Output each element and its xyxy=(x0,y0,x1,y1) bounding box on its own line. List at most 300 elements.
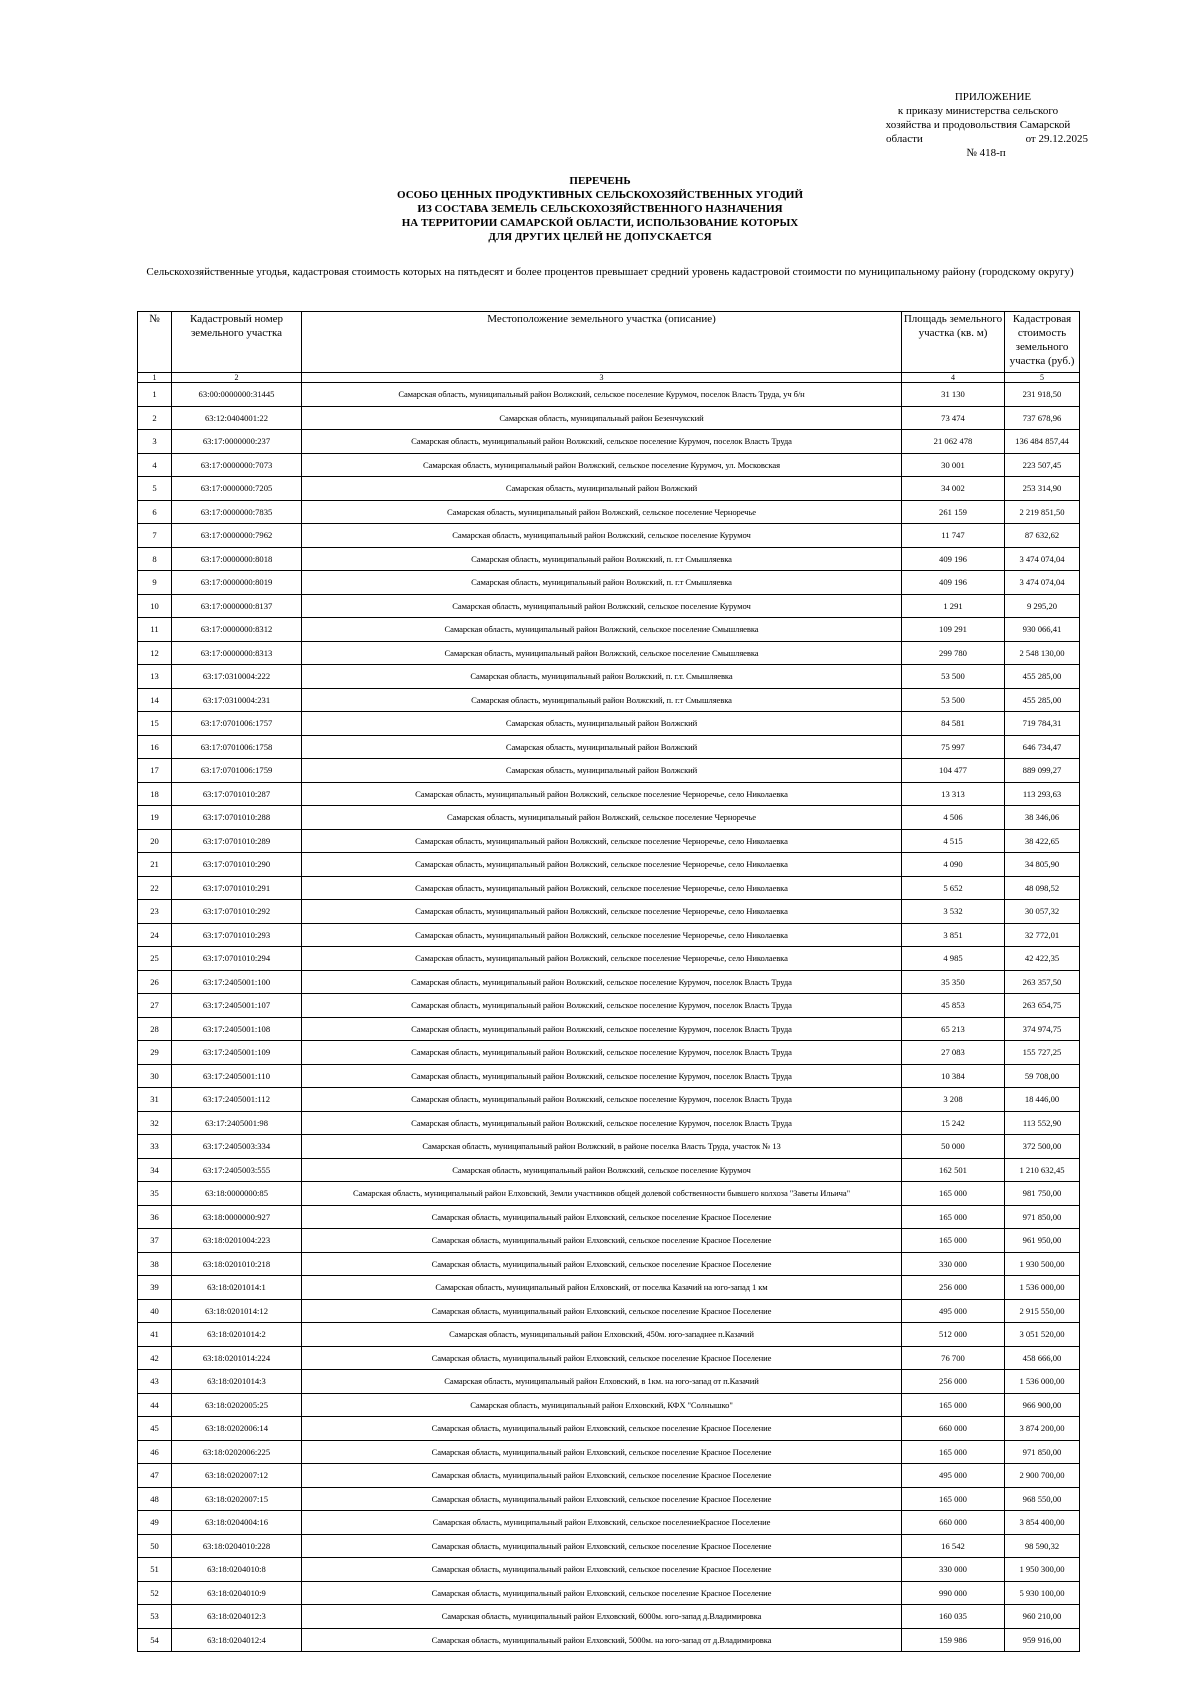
cell-location: Самарская область, муниципальный район Волжский, сельское поселение Черноречье xyxy=(302,500,902,524)
table-row xyxy=(138,1017,1080,1041)
cell-area: 53 500 xyxy=(902,665,1005,689)
cell-cadastral: 63:18:0202006:14 xyxy=(172,1417,302,1441)
cell-cost: 263 357,50 xyxy=(1005,970,1080,994)
cell-area: 256 000 xyxy=(902,1276,1005,1300)
cell-location: Самарская область, муниципальный район Волжский, сельское поселение Черноречье, село Николаевка xyxy=(302,782,902,806)
cell-location: Самарская область, муниципальный район Волжский, сельское поселение Черноречье xyxy=(302,806,902,830)
cell-cadastral: 63:18:0204012:4 xyxy=(172,1628,302,1652)
cell-cadastral: 63:18:0202006:225 xyxy=(172,1440,302,1464)
cell-num: 53 xyxy=(138,1605,172,1629)
cell-location: Самарская область, муниципальный район Волжский, п. г.т. Смышляевка xyxy=(302,665,902,689)
cell-cadastral: 63:18:0204004:16 xyxy=(172,1511,302,1535)
cell-cost: 889 099,27 xyxy=(1005,759,1080,783)
cell-area: 65 213 xyxy=(902,1017,1005,1041)
table-row xyxy=(138,1581,1080,1605)
cell-num: 41 xyxy=(138,1323,172,1347)
cell-cost: 3 854 400,00 xyxy=(1005,1511,1080,1535)
cell-cost: 1 210 632,45 xyxy=(1005,1158,1080,1182)
table-row xyxy=(138,735,1080,759)
cell-area: 3 851 xyxy=(902,923,1005,947)
cell-location: Самарская область, муниципальный район Волжский xyxy=(302,759,902,783)
table-row xyxy=(138,1628,1080,1652)
cell-cadastral: 63:18:0000000:927 xyxy=(172,1205,302,1229)
cell-cadastral: 63:17:0310004:231 xyxy=(172,688,302,712)
cell-cadastral: 63:17:2405001:100 xyxy=(172,970,302,994)
cell-num: 35 xyxy=(138,1182,172,1206)
table-row xyxy=(138,1111,1080,1135)
appendix-line2: хозяйства и продовольствия Самарской xyxy=(885,119,1071,131)
table-row xyxy=(138,876,1080,900)
cell-cost: 966 900,00 xyxy=(1005,1393,1080,1417)
cell-cadastral: 63:17:0701010:289 xyxy=(172,829,302,853)
column-numbers-row xyxy=(138,373,1080,383)
cell-location: Самарская область, муниципальный район Волжский xyxy=(302,477,902,501)
cell-area: 21 062 478 xyxy=(902,430,1005,454)
cell-location: Самарская область, муниципальный район Елховский, сельское поселение Красное Поселение xyxy=(302,1417,902,1441)
cell-cost: 48 098,52 xyxy=(1005,876,1080,900)
cell-cadastral: 63:17:0000000:8018 xyxy=(172,547,302,571)
cell-area: 4 515 xyxy=(902,829,1005,853)
cell-num: 47 xyxy=(138,1464,172,1488)
cell-location: Самарская область, муниципальный район Волжский xyxy=(302,712,902,736)
table-row xyxy=(138,524,1080,548)
cell-location: Самарская область, муниципальный район Волжский, сельское поселение Черноречье, село Николаевка xyxy=(302,829,902,853)
cell-cost: 3 474 074,04 xyxy=(1005,547,1080,571)
table-row xyxy=(138,618,1080,642)
cell-num: 2 xyxy=(138,406,172,430)
cell-cost: 32 772,01 xyxy=(1005,923,1080,947)
cell-cadastral: 63:00:0000000:31445 xyxy=(172,383,302,407)
cell-area: 299 780 xyxy=(902,641,1005,665)
cell-num: 13 xyxy=(138,665,172,689)
cell-num: 11 xyxy=(138,618,172,642)
cell-cost: 1 536 000,00 xyxy=(1005,1276,1080,1300)
cell-cost: 98 590,32 xyxy=(1005,1534,1080,1558)
table-row xyxy=(138,406,1080,430)
cell-area: 5 652 xyxy=(902,876,1005,900)
cell-cost: 9 295,20 xyxy=(1005,594,1080,618)
cell-area: 409 196 xyxy=(902,547,1005,571)
cell-location: Самарская область, муниципальный район Волжский, сельское поселение Курумоч xyxy=(302,524,902,548)
table-row xyxy=(138,641,1080,665)
table-row xyxy=(138,1205,1080,1229)
cell-cadastral: 63:12:0404001:22 xyxy=(172,406,302,430)
cell-area: 11 747 xyxy=(902,524,1005,548)
col-number: 3 xyxy=(302,373,902,383)
cell-num: 16 xyxy=(138,735,172,759)
cell-cost: 155 727,25 xyxy=(1005,1041,1080,1065)
cell-cadastral: 63:18:0201004:223 xyxy=(172,1229,302,1253)
cell-location: Самарская область, муниципальный район Волжский, сельское поселение Черноречье, село Николаевка xyxy=(302,900,902,924)
cell-num: 12 xyxy=(138,641,172,665)
cell-cost: 961 950,00 xyxy=(1005,1229,1080,1253)
cell-cadastral: 63:17:0000000:237 xyxy=(172,430,302,454)
cell-cost: 1 536 000,00 xyxy=(1005,1370,1080,1394)
cell-cadastral: 63:17:0701010:290 xyxy=(172,853,302,877)
cell-area: 160 035 xyxy=(902,1605,1005,1629)
cell-num: 1 xyxy=(138,383,172,407)
cell-cost: 458 666,00 xyxy=(1005,1346,1080,1370)
table-row xyxy=(138,1346,1080,1370)
cell-cost: 3 874 200,00 xyxy=(1005,1417,1080,1441)
cell-area: 165 000 xyxy=(902,1182,1005,1206)
cell-location: Самарская область, муниципальный район Волжский, сельское поселение Курумоч, поселок Власть Труда xyxy=(302,1064,902,1088)
cell-location: Самарская область, муниципальный район Елховский, сельское поселение Красное Поселение xyxy=(302,1229,902,1253)
appendix-block xyxy=(868,90,1088,160)
cell-num: 46 xyxy=(138,1440,172,1464)
cell-cadastral: 63:18:0000000:85 xyxy=(172,1182,302,1206)
col-number: 4 xyxy=(902,373,1005,383)
cell-num: 6 xyxy=(138,500,172,524)
cell-location: Самарская область, муниципальный район Волжский, п. г.т Смышляевка xyxy=(302,547,902,571)
cell-num: 52 xyxy=(138,1581,172,1605)
cell-cadastral: 63:18:0201014:3 xyxy=(172,1370,302,1394)
cell-location: Самарская область, муниципальный район Волжский, в районе поселка Власть Труда, участок № 13 xyxy=(302,1135,902,1159)
cell-cadastral: 63:17:2405003:555 xyxy=(172,1158,302,1182)
cell-num: 19 xyxy=(138,806,172,830)
cell-cadastral: 63:17:2405003:334 xyxy=(172,1135,302,1159)
cell-cadastral: 63:18:0202005:25 xyxy=(172,1393,302,1417)
cell-num: 7 xyxy=(138,524,172,548)
cell-location: Самарская область, муниципальный район Елховский, 450м. юго-западнее п.Казачий xyxy=(302,1323,902,1347)
cell-cost: 930 066,41 xyxy=(1005,618,1080,642)
cell-cost: 113 552,90 xyxy=(1005,1111,1080,1135)
cell-cadastral: 63:17:0000000:8312 xyxy=(172,618,302,642)
cell-location: Самарская область, муниципальный район Волжский, сельское поселение Черноречье, село Николаевка xyxy=(302,876,902,900)
cell-cost: 372 500,00 xyxy=(1005,1135,1080,1159)
cell-location: Самарская область, муниципальный район Елховский, сельское поселение Красное Поселение xyxy=(302,1346,902,1370)
cell-cadastral: 63:17:0701006:1758 xyxy=(172,735,302,759)
cell-area: 45 853 xyxy=(902,994,1005,1018)
cell-num: 49 xyxy=(138,1511,172,1535)
cell-cadastral: 63:18:0202007:12 xyxy=(172,1464,302,1488)
table-row xyxy=(138,1440,1080,1464)
cell-location: Самарская область, муниципальный район Елховский, сельское поселение Красное Поселение xyxy=(302,1299,902,1323)
table-row xyxy=(138,1088,1080,1112)
table-row xyxy=(138,571,1080,595)
cell-area: 165 000 xyxy=(902,1229,1005,1253)
cell-area: 165 000 xyxy=(902,1440,1005,1464)
cell-num: 42 xyxy=(138,1346,172,1370)
cell-cost: 223 507,45 xyxy=(1005,453,1080,477)
cell-area: 53 500 xyxy=(902,688,1005,712)
appendix-line3-left: области xyxy=(886,133,923,145)
cell-location: Самарская область, муниципальный район Елховский, в 1км. на юго-запад от п.Казачий xyxy=(302,1370,902,1394)
document-title xyxy=(300,174,900,244)
cell-cost: 253 314,90 xyxy=(1005,477,1080,501)
cell-area: 16 542 xyxy=(902,1534,1005,1558)
table-row xyxy=(138,806,1080,830)
cell-cost: 455 285,00 xyxy=(1005,688,1080,712)
cell-cadastral: 63:17:0000000:8313 xyxy=(172,641,302,665)
cell-cadastral: 63:18:0204010:228 xyxy=(172,1534,302,1558)
cell-area: 50 000 xyxy=(902,1135,1005,1159)
cell-cost: 374 974,75 xyxy=(1005,1017,1080,1041)
cell-cost: 3 474 074,04 xyxy=(1005,571,1080,595)
cell-num: 17 xyxy=(138,759,172,783)
cell-num: 22 xyxy=(138,876,172,900)
cell-num: 5 xyxy=(138,477,172,501)
title-line: НА ТЕРРИТОРИИ САМАРСКОЙ ОБЛАСТИ, ИСПОЛЬЗОВАНИЕ КОТОРЫХ xyxy=(401,217,799,229)
title-line: ОСОБО ЦЕННЫХ ПРОДУКТИВНЫХ СЕЛЬСКОХОЗЯЙСТВЕННЫХ УГОДИЙ xyxy=(397,189,803,201)
title-line: ИЗ СОСТАВА ЗЕМЕЛЬ СЕЛЬСКОХОЗЯЙСТВЕННОГО НАЗНАЧЕНИЯ xyxy=(417,203,783,215)
cell-location: Самарская область, муниципальный район Елховский, сельское поселение Красное Поселение xyxy=(302,1252,902,1276)
cell-area: 10 384 xyxy=(902,1064,1005,1088)
table-row xyxy=(138,1393,1080,1417)
table-row xyxy=(138,1534,1080,1558)
header-area: Площадь земельного участка (кв. м) xyxy=(902,312,1005,373)
cell-location: Самарская область, муниципальный район Волжский, п. г.т Смышляевка xyxy=(302,688,902,712)
table-row xyxy=(138,383,1080,407)
cell-location: Самарская область, муниципальный район Волжский, сельское поселение Курумоч, поселок Власть Труда xyxy=(302,970,902,994)
cell-cost: 136 484 857,44 xyxy=(1005,430,1080,454)
cell-area: 159 986 xyxy=(902,1628,1005,1652)
cell-num: 28 xyxy=(138,1017,172,1041)
cell-num: 31 xyxy=(138,1088,172,1112)
cell-area: 73 474 xyxy=(902,406,1005,430)
cell-cost: 719 784,31 xyxy=(1005,712,1080,736)
cell-cost: 38 346,06 xyxy=(1005,806,1080,830)
table-row xyxy=(138,1276,1080,1300)
header-cost: Кадастровая стоимость земельного участка (руб.) xyxy=(1005,312,1080,373)
table-row xyxy=(138,994,1080,1018)
table-row xyxy=(138,1135,1080,1159)
cell-area: 3 532 xyxy=(902,900,1005,924)
appendix-date: от 29.12.2025 xyxy=(1025,133,1088,145)
cell-cadastral: 63:17:0000000:7073 xyxy=(172,453,302,477)
cell-cost: 971 850,00 xyxy=(1005,1205,1080,1229)
cell-cadastral: 63:17:0701010:288 xyxy=(172,806,302,830)
cell-location: Самарская область, муниципальный район Волжский, сельское поселение Черноречье, село Николаевка xyxy=(302,853,902,877)
cell-area: 990 000 xyxy=(902,1581,1005,1605)
table-row xyxy=(138,547,1080,571)
table-row xyxy=(138,1323,1080,1347)
cell-num: 14 xyxy=(138,688,172,712)
cell-location: Самарская область, муниципальный район Волжский, сельское поселение Курумоч, поселок Власть Труда xyxy=(302,430,902,454)
cell-cadastral: 63:17:2405001:112 xyxy=(172,1088,302,1112)
table-row xyxy=(138,1182,1080,1206)
cell-cadastral: 63:18:0201014:12 xyxy=(172,1299,302,1323)
table-row xyxy=(138,477,1080,501)
cell-cost: 263 654,75 xyxy=(1005,994,1080,1018)
cell-cost: 231 918,50 xyxy=(1005,383,1080,407)
cell-num: 48 xyxy=(138,1487,172,1511)
cell-cadastral: 63:17:0310004:222 xyxy=(172,665,302,689)
cell-area: 109 291 xyxy=(902,618,1005,642)
cell-location: Самарская область, муниципальный район Елховский, 6000м. юго-запад д.Владимировка xyxy=(302,1605,902,1629)
cell-location: Самарская область, муниципальный район Волжский, сельское поселение Смышляевка xyxy=(302,618,902,642)
table-row xyxy=(138,1299,1080,1323)
cell-area: 84 581 xyxy=(902,712,1005,736)
header-location: Местоположение земельного участка (описание) xyxy=(302,312,902,373)
table-row xyxy=(138,1487,1080,1511)
cell-location: Самарская область, муниципальный район Волжский, сельское поселение Курумоч, поселок Власть Труда, уч б/н xyxy=(302,383,902,407)
table-row xyxy=(138,594,1080,618)
cell-cadastral: 63:18:0201014:1 xyxy=(172,1276,302,1300)
cell-num: 23 xyxy=(138,900,172,924)
col-number: 1 xyxy=(138,373,172,383)
table-row xyxy=(138,1252,1080,1276)
cell-cost: 2 548 130,00 xyxy=(1005,641,1080,665)
table-row xyxy=(138,688,1080,712)
cell-num: 32 xyxy=(138,1111,172,1135)
cell-cost: 1 930 500,00 xyxy=(1005,1252,1080,1276)
table-row xyxy=(138,1158,1080,1182)
cell-location: Самарская область, муниципальный район Волжский, сельское поселение Курумоч, поселок Власть Труда xyxy=(302,1111,902,1135)
appendix-number: № 418-п xyxy=(966,147,1006,159)
cell-location: Самарская область, муниципальный район Волжский, п. г.т Смышляевка xyxy=(302,571,902,595)
cell-location: Самарская область, муниципальный район Елховский, сельское поселениеКрасное Поселение xyxy=(302,1511,902,1535)
cell-location: Самарская область, муниципальный район Елховский, сельское поселение Красное Поселение xyxy=(302,1581,902,1605)
cell-area: 75 997 xyxy=(902,735,1005,759)
table-row xyxy=(138,1370,1080,1394)
cell-cost: 1 950 300,00 xyxy=(1005,1558,1080,1582)
cell-area: 162 501 xyxy=(902,1158,1005,1182)
cell-location: Самарская область, муниципальный район Волжский xyxy=(302,735,902,759)
cell-cadastral: 63:17:0000000:7962 xyxy=(172,524,302,548)
cell-area: 76 700 xyxy=(902,1346,1005,1370)
table-header-row xyxy=(138,312,1080,373)
table-row xyxy=(138,1511,1080,1535)
col-number: 2 xyxy=(172,373,302,383)
cell-location: Самарская область, муниципальный район Елховский, сельское поселение Красное Поселение xyxy=(302,1464,902,1488)
cell-location: Самарская область, муниципальный район Волжский, сельское поселение Черноречье, село Николаевка xyxy=(302,923,902,947)
cell-area: 34 002 xyxy=(902,477,1005,501)
cell-cost: 34 805,90 xyxy=(1005,853,1080,877)
table-row xyxy=(138,970,1080,994)
col-number: 5 xyxy=(1005,373,1080,383)
table-row xyxy=(138,759,1080,783)
cell-location: Самарская область, муниципальный район Волжский, сельское поселение Курумоч xyxy=(302,594,902,618)
cell-cadastral: 63:17:2405001:107 xyxy=(172,994,302,1018)
cell-cost: 968 550,00 xyxy=(1005,1487,1080,1511)
cell-area: 165 000 xyxy=(902,1205,1005,1229)
table-row xyxy=(138,947,1080,971)
cell-num: 43 xyxy=(138,1370,172,1394)
cell-location: Самарская область, муниципальный район Волжский, сельское поселение Смышляевка xyxy=(302,641,902,665)
cell-area: 409 196 xyxy=(902,571,1005,595)
cell-num: 25 xyxy=(138,947,172,971)
cell-location: Самарская область, муниципальный район Елховский, КФХ "Солнышко" xyxy=(302,1393,902,1417)
cell-area: 31 130 xyxy=(902,383,1005,407)
cell-cadastral: 63:17:0701010:291 xyxy=(172,876,302,900)
cell-area: 4 506 xyxy=(902,806,1005,830)
cell-location: Самарская область, муниципальный район Волжский, сельское поселение Курумоч, поселок Власть Труда xyxy=(302,1041,902,1065)
cell-cadastral: 63:17:0000000:7205 xyxy=(172,477,302,501)
table-row xyxy=(138,1464,1080,1488)
cell-num: 18 xyxy=(138,782,172,806)
appendix-line1: к приказу министерства сельского xyxy=(897,105,1059,117)
cell-num: 36 xyxy=(138,1205,172,1229)
table-row xyxy=(138,1041,1080,1065)
table-row xyxy=(138,1558,1080,1582)
cell-cost: 959 916,00 xyxy=(1005,1628,1080,1652)
cell-cadastral: 63:17:0000000:8019 xyxy=(172,571,302,595)
cell-num: 20 xyxy=(138,829,172,853)
cell-cadastral: 63:17:2405001:109 xyxy=(172,1041,302,1065)
cell-num: 51 xyxy=(138,1558,172,1582)
cell-cost: 59 708,00 xyxy=(1005,1064,1080,1088)
cell-location: Самарская область, муниципальный район Волжский, сельское поселение Черноречье, село Николаевка xyxy=(302,947,902,971)
cell-cadastral: 63:18:0201010:218 xyxy=(172,1252,302,1276)
cell-area: 512 000 xyxy=(902,1323,1005,1347)
cell-location: Самарская область, муниципальный район Волжский, сельское поселение Курумоч, поселок Власть Труда xyxy=(302,994,902,1018)
cell-num: 9 xyxy=(138,571,172,595)
cell-num: 4 xyxy=(138,453,172,477)
table-row xyxy=(138,430,1080,454)
cell-num: 21 xyxy=(138,853,172,877)
cell-location: Самарская область, муниципальный район Елховский, сельское поселение Красное Поселение xyxy=(302,1440,902,1464)
cell-location: Самарская область, муниципальный район Елховский, от поселка Казачий на юго-запад 1 км xyxy=(302,1276,902,1300)
cell-location: Самарская область, муниципальный район Волжский, сельское поселение Курумоч, ул. Московская xyxy=(302,453,902,477)
cell-cost: 3 051 520,00 xyxy=(1005,1323,1080,1347)
title-line: ДЛЯ ДРУГИХ ЦЕЛЕЙ НЕ ДОПУСКАЕТСЯ xyxy=(488,231,712,243)
cell-cadastral: 63:18:0201014:2 xyxy=(172,1323,302,1347)
table-row xyxy=(138,1064,1080,1088)
cell-cadastral: 63:17:0000000:8137 xyxy=(172,594,302,618)
cell-area: 165 000 xyxy=(902,1487,1005,1511)
cell-area: 15 242 xyxy=(902,1111,1005,1135)
cell-num: 45 xyxy=(138,1417,172,1441)
table-row xyxy=(138,500,1080,524)
table-row xyxy=(138,712,1080,736)
cell-cadastral: 63:17:0000000:7835 xyxy=(172,500,302,524)
cell-num: 44 xyxy=(138,1393,172,1417)
cell-area: 495 000 xyxy=(902,1464,1005,1488)
cell-num: 10 xyxy=(138,594,172,618)
cell-num: 39 xyxy=(138,1276,172,1300)
cell-num: 24 xyxy=(138,923,172,947)
cell-cost: 646 734,47 xyxy=(1005,735,1080,759)
cell-cost: 2 915 550,00 xyxy=(1005,1299,1080,1323)
table-row xyxy=(138,853,1080,877)
cell-cost: 455 285,00 xyxy=(1005,665,1080,689)
cell-cadastral: 63:18:0204010:9 xyxy=(172,1581,302,1605)
cell-location: Самарская область, муниципальный район Волжский, сельское поселение Курумоч, поселок Власть Труда xyxy=(302,1088,902,1112)
land-plots-table xyxy=(137,311,1080,1652)
cell-cost: 38 422,65 xyxy=(1005,829,1080,853)
cell-num: 29 xyxy=(138,1041,172,1065)
cell-cost: 113 293,63 xyxy=(1005,782,1080,806)
cell-cost: 30 057,32 xyxy=(1005,900,1080,924)
cell-area: 165 000 xyxy=(902,1393,1005,1417)
cell-num: 54 xyxy=(138,1628,172,1652)
cell-area: 3 208 xyxy=(902,1088,1005,1112)
table-row xyxy=(138,900,1080,924)
cell-area: 256 000 xyxy=(902,1370,1005,1394)
cell-cadastral: 63:17:0701010:293 xyxy=(172,923,302,947)
cell-area: 30 001 xyxy=(902,453,1005,477)
table-row xyxy=(138,1229,1080,1253)
cell-area: 1 291 xyxy=(902,594,1005,618)
cell-cost: 971 850,00 xyxy=(1005,1440,1080,1464)
table-row xyxy=(138,782,1080,806)
cell-cadastral: 63:17:0701010:294 xyxy=(172,947,302,971)
table-row xyxy=(138,1417,1080,1441)
cell-location: Самарская область, муниципальный район Безенчукский xyxy=(302,406,902,430)
cell-cost: 737 678,96 xyxy=(1005,406,1080,430)
cell-cost: 960 210,00 xyxy=(1005,1605,1080,1629)
cell-cost: 981 750,00 xyxy=(1005,1182,1080,1206)
appendix-title: ПРИЛОЖЕНИЕ xyxy=(954,91,1032,103)
cell-num: 38 xyxy=(138,1252,172,1276)
cell-cadastral: 63:17:2405001:108 xyxy=(172,1017,302,1041)
cell-location: Самарская область, муниципальный район Волжский, сельское поселение Курумоч, поселок Власть Труда xyxy=(302,1017,902,1041)
cell-area: 495 000 xyxy=(902,1299,1005,1323)
table-row xyxy=(138,829,1080,853)
cell-cost: 5 930 100,00 xyxy=(1005,1581,1080,1605)
cell-area: 330 000 xyxy=(902,1558,1005,1582)
